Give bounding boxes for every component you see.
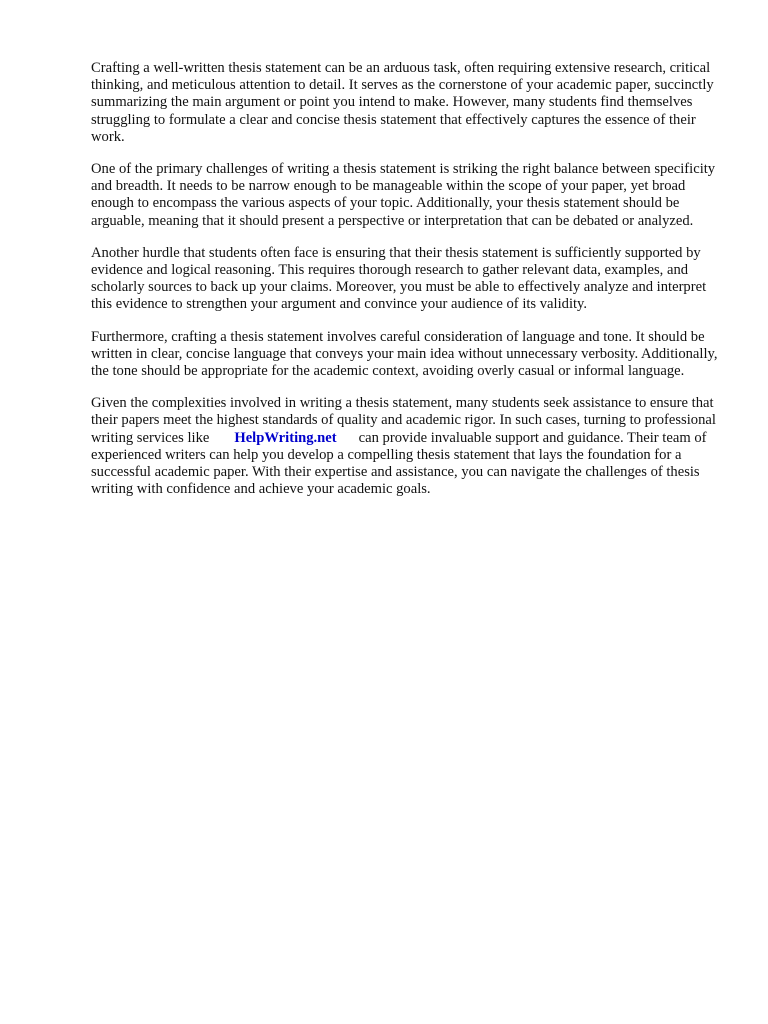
paragraph-intro: Crafting a well-written thesis statement can be an arduous task, often requiring extensive research, critical thinking, and meticulous attention to detail. It serves as the cornerstone of your academic paper, succinctly summarizing the main argument or point you intend to make. However, many students find themselves struggling to formulate a clear and concise thesis statement that effectively captures the essence of their work. (91, 60, 714, 145)
paragraph-evidence: Another hurdle that students often face is ensuring that their thesis statement is sufficiently supported by evidence and logical reasoning. This requires thorough research to gather relevant data, examples, and scholarly sources to back up your claims. Moreover, you must be able to effectively analyze and interpret this evidence to strengthen your argument and convince your audience of its validity. (91, 244, 707, 313)
helpwriting-link[interactable]: HelpWriting.net (234, 429, 337, 446)
paragraph-assistance-text-before: Given the complexities involved in writing a thesis statement, many students seek assistance to ensure that their papers meet the highest standards of quality and academic rigor. In such cases, turning to professional writing services like (91, 395, 716, 446)
paragraph-challenges: One of the primary challenges of writing a thesis statement is striking the right balance between specificity and breadth. It needs to be narrow enough to be manageable within the scope of your paper, yet broad enough to encompass the various aspects of your topic. Additionally, your thesis statement should be arguable, meaning that it should present a perspective or interpretation that can be debated or analyzed. (91, 161, 716, 229)
paragraph-language: Furthermore, crafting a thesis statement involves careful consideration of language and tone. It should be written in clear, concise language that conveys your main idea without unnecessary verbosity. Additionally, the tone should be appropriate for the academic context, avoiding overly casual or informal language. (91, 328, 718, 380)
paragraph-assistance (91, 395, 721, 498)
paragraph-assistance-text-after: can provide invaluable support and guidance. Their team of experienced writers can help you develop a compelling thesis statement that lays the foundation for a successful academic paper. With their expertise and assistance, you can navigate the challenges of thesis writing with confidence and achieve your academic goals. (91, 429, 707, 498)
document-body (91, 60, 721, 513)
